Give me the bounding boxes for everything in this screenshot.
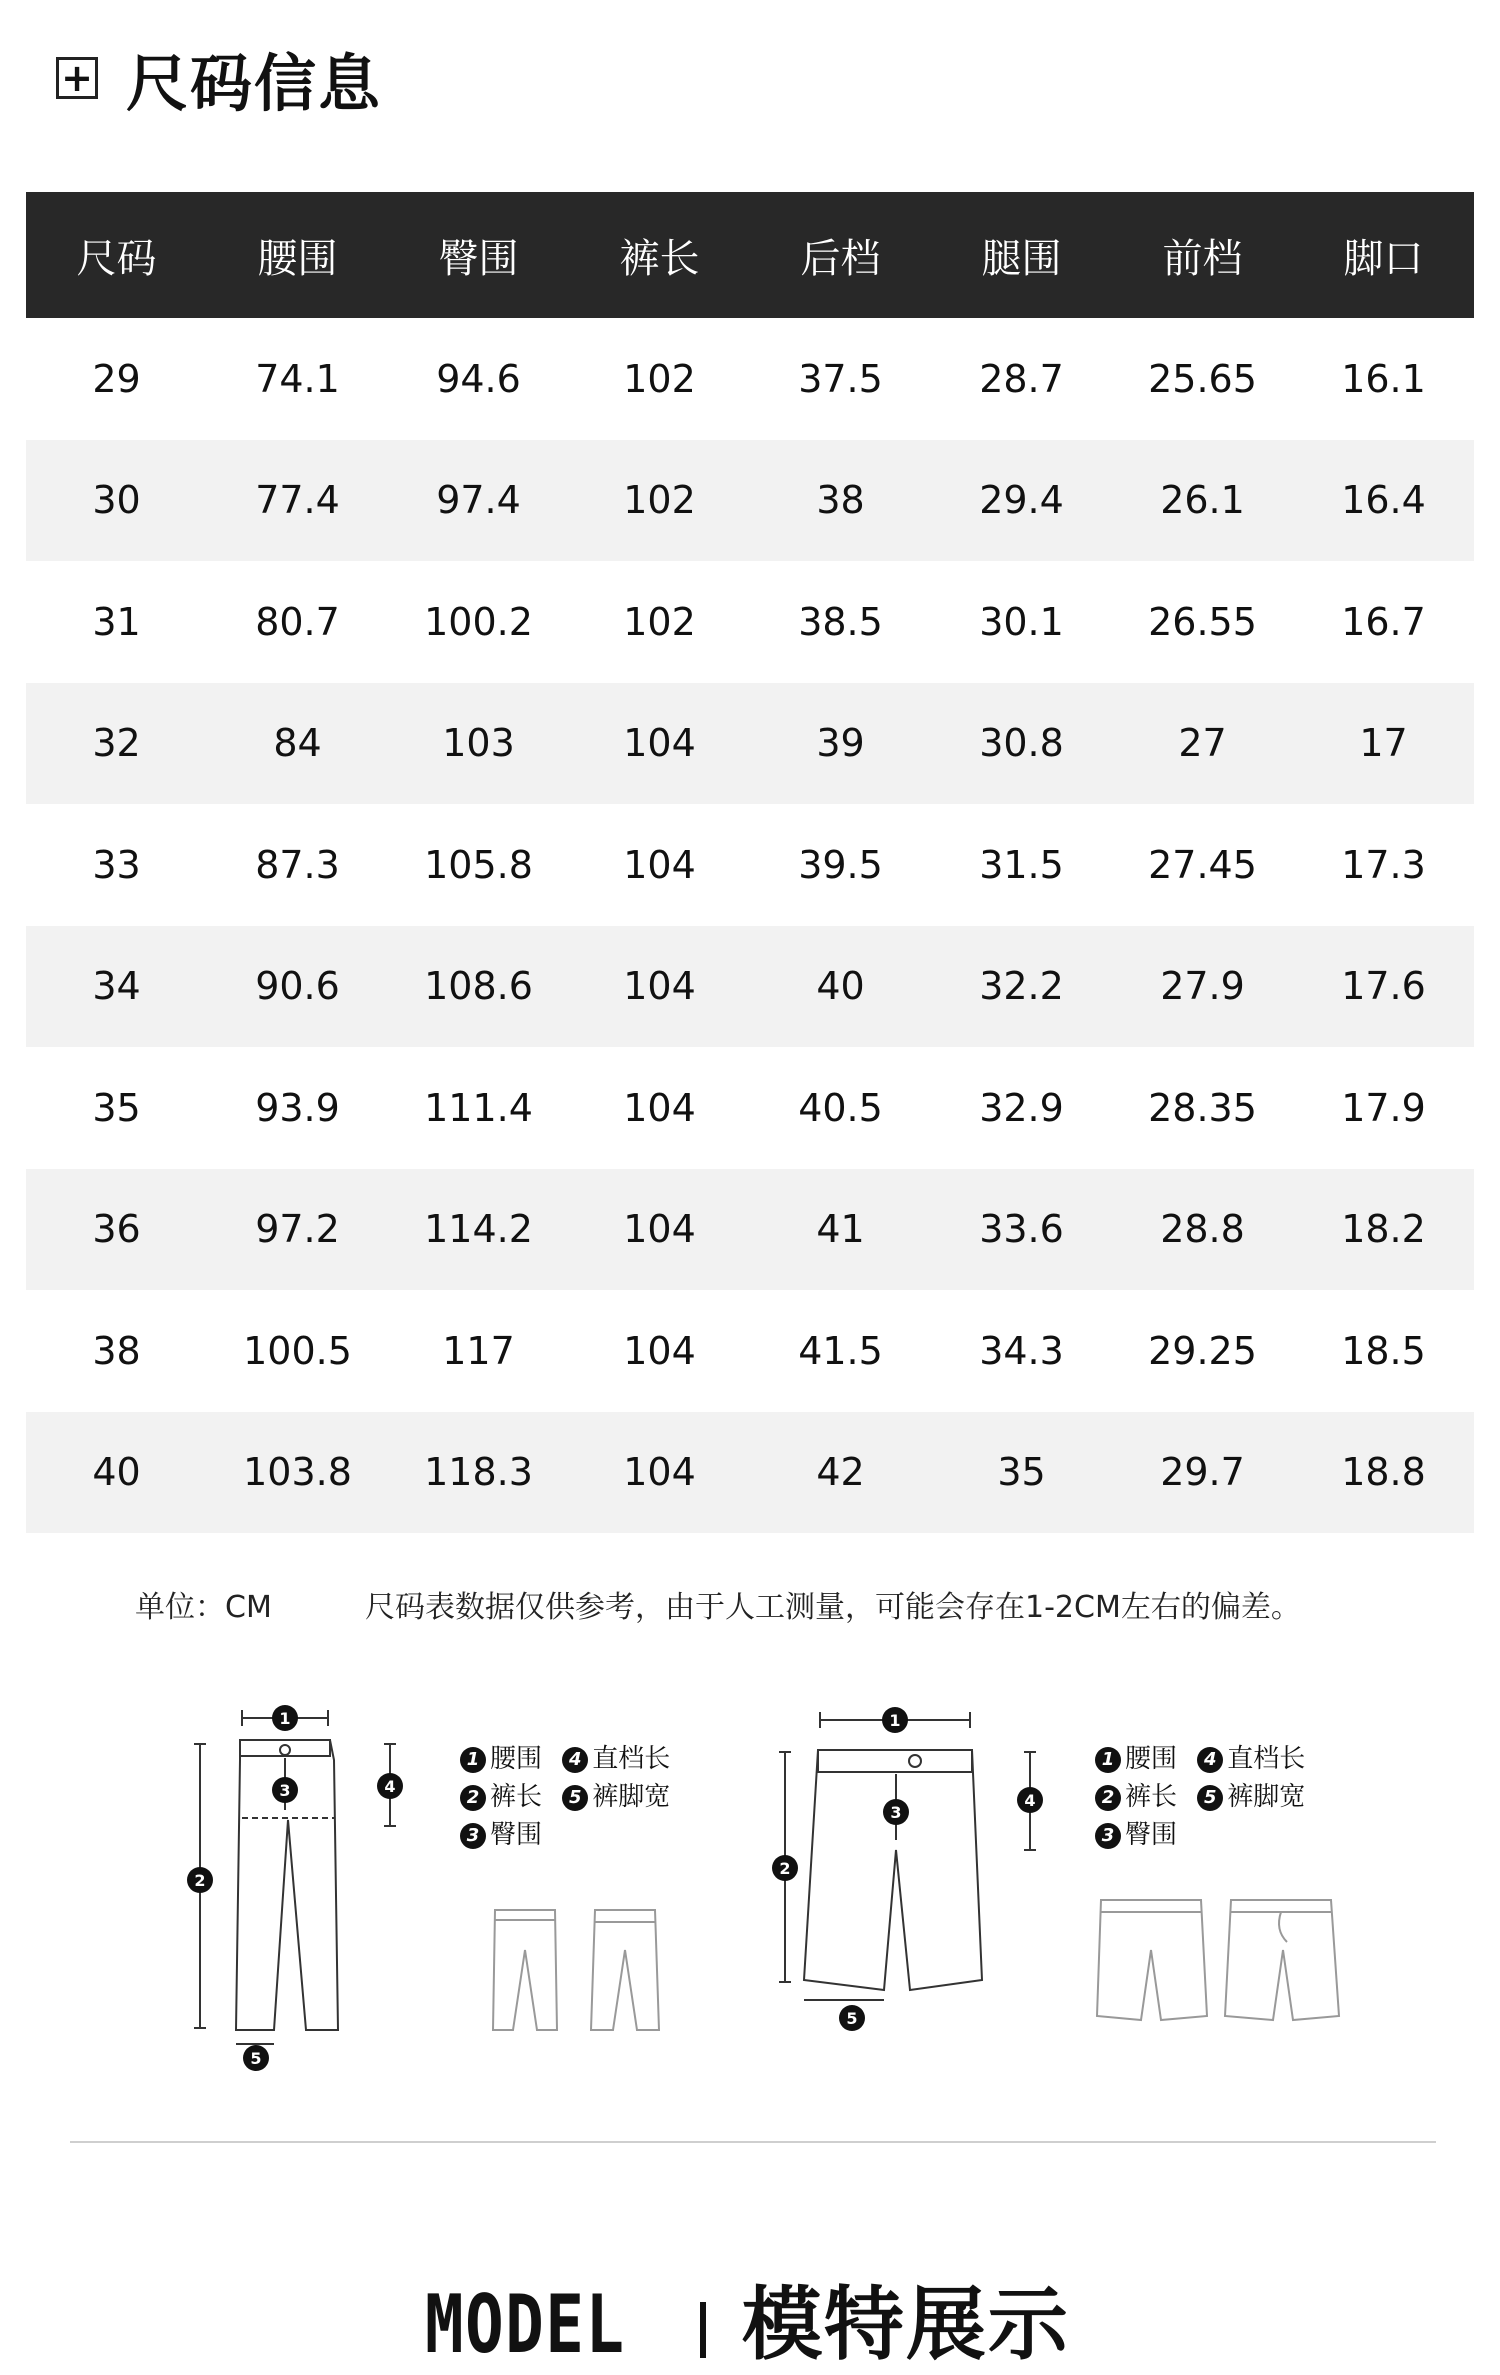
section-header	[56, 38, 382, 118]
table-cell: 103.8	[207, 1412, 388, 1534]
table-cell: 104	[623, 842, 696, 887]
table-cell: 35	[92, 1085, 141, 1130]
table-cell: 40.5	[798, 1085, 883, 1130]
table-cell: 17	[1293, 683, 1474, 805]
legend-label: 直档长	[1227, 1744, 1306, 1774]
number-4-icon: 4	[1197, 1747, 1223, 1773]
table-cell: 31.5	[979, 842, 1064, 887]
number-2-icon: 2	[460, 1785, 486, 1811]
table-cell: 36	[26, 1169, 207, 1291]
table-cell: 117	[442, 1328, 515, 1373]
number-1-icon: 1	[460, 1747, 486, 1773]
model-heading-cn: 模特展示	[741, 2278, 1070, 2371]
column-header: 腿围	[931, 192, 1112, 318]
table-cell: 100.2	[424, 599, 533, 644]
svg-text:3: 3	[279, 1781, 291, 1800]
table-row	[26, 1047, 1474, 1169]
svg-text:3: 3	[890, 1803, 902, 1822]
table-cell: 97.2	[207, 1169, 388, 1291]
table-cell: 114.2	[388, 1169, 569, 1291]
table-header-row	[26, 192, 1474, 318]
table-cell: 31	[92, 599, 141, 644]
svg-text:1: 1	[279, 1709, 291, 1728]
long-pants-illustration	[170, 1700, 430, 2080]
shorts-thumbnail-icon	[1095, 1890, 1355, 2030]
legend-label: 臀围	[490, 1820, 543, 1850]
shorts-legend	[1095, 1740, 1317, 1854]
table-cell: 29.25	[1148, 1328, 1257, 1373]
table-cell: 30.1	[979, 599, 1064, 644]
table-cell: 17.9	[1341, 1085, 1426, 1130]
table-row	[26, 440, 1474, 562]
pants-legend	[460, 1740, 682, 1854]
page-title: 尺码信息	[126, 46, 383, 120]
table-cell: 118.3	[388, 1412, 569, 1534]
table-cell: 104	[569, 683, 750, 805]
table-cell: 77.4	[207, 440, 388, 562]
table-row	[26, 561, 1474, 683]
table-row	[26, 318, 1474, 440]
column-header: 后档	[750, 192, 931, 318]
number-5-icon: 5	[1197, 1785, 1223, 1811]
column-header: 腰围	[207, 192, 388, 318]
table-cell: 32.2	[931, 926, 1112, 1048]
legend-label: 腰围	[1125, 1744, 1178, 1774]
column-header: 脚口	[1293, 192, 1474, 318]
table-row	[26, 683, 1474, 805]
legend-label: 裤脚宽	[1227, 1782, 1306, 1812]
pants-front-back-thumbnails	[485, 1900, 685, 2040]
table-cell: 33.6	[931, 1169, 1112, 1291]
unit-note: 单位：CM	[135, 1590, 272, 1625]
table-cell: 16.4	[1293, 440, 1474, 562]
table-cell: 41	[750, 1169, 931, 1291]
legend-label: 臀围	[1125, 1820, 1178, 1850]
number-4-icon: 4	[562, 1747, 588, 1773]
model-heading-en: MODEL	[425, 2278, 626, 2371]
table-cell: 17.3	[1341, 842, 1426, 887]
table-cell: 42	[750, 1412, 931, 1534]
table-cell: 40	[26, 1412, 207, 1534]
table-cell: 39	[750, 683, 931, 805]
svg-text:5: 5	[250, 2049, 262, 2068]
shorts-front-back-thumbnails	[1095, 1890, 1355, 2030]
table-cell: 102	[569, 440, 750, 562]
table-cell: 90.6	[207, 926, 388, 1048]
table-row	[26, 804, 1474, 926]
table-cell: 27	[1112, 683, 1293, 805]
table-cell: 28.35	[1148, 1085, 1257, 1130]
column-header: 裤长	[569, 192, 750, 318]
table-row	[26, 1169, 1474, 1291]
svg-text:1: 1	[889, 1711, 901, 1730]
table-cell: 84	[207, 683, 388, 805]
table-cell: 38	[750, 440, 931, 562]
table-cell: 16.1	[1341, 356, 1426, 401]
table-cell: 102	[623, 599, 696, 644]
number-3-icon: 3	[1095, 1823, 1121, 1849]
heading-separator	[700, 2302, 706, 2358]
shorts-diagram	[760, 1700, 1060, 2060]
table-cell: 27.45	[1148, 842, 1257, 887]
column-header: 前档	[1112, 192, 1293, 318]
table-cell: 32	[26, 683, 207, 805]
table-cell: 80.7	[255, 599, 340, 644]
table-cell: 40	[750, 926, 931, 1048]
table-cell: 104	[569, 1169, 750, 1291]
pants-diagram	[170, 1700, 430, 2080]
model-section-heading	[425, 2260, 1070, 2375]
svg-text:4: 4	[1024, 1791, 1036, 1810]
table-cell: 37.5	[798, 356, 883, 401]
table-cell: 29	[92, 356, 141, 401]
table-cell: 18.2	[1293, 1169, 1474, 1291]
table-cell: 103	[388, 683, 569, 805]
table-cell: 30	[26, 440, 207, 562]
legend-label: 裤长	[1125, 1782, 1178, 1812]
number-2-icon: 2	[1095, 1785, 1121, 1811]
legend-label: 腰围	[490, 1744, 543, 1774]
table-row	[26, 1412, 1474, 1534]
table-cell: 104	[569, 926, 750, 1048]
svg-text:2: 2	[779, 1859, 791, 1878]
disclaimer-note: 尺码表数据仅供参考，由于人工测量，可能会存在1-2CM左右的偏差。	[365, 1590, 1301, 1625]
table-cell: 41.5	[798, 1328, 883, 1373]
table-cell: 29.4	[931, 440, 1112, 562]
size-table	[26, 192, 1474, 1533]
table-cell: 32.9	[979, 1085, 1064, 1130]
shorts-illustration	[760, 1700, 1060, 2060]
table-cell: 97.4	[388, 440, 569, 562]
table-cell: 16.7	[1341, 599, 1426, 644]
column-header: 臀围	[388, 192, 569, 318]
table-cell: 39.5	[798, 842, 883, 887]
table-cell: 104	[569, 1412, 750, 1534]
table-cell: 28.8	[1112, 1169, 1293, 1291]
table-cell: 102	[623, 356, 696, 401]
table-cell: 33	[92, 842, 141, 887]
table-cell: 100.5	[243, 1328, 352, 1373]
table-cell: 74.1	[255, 356, 340, 401]
table-cell: 105.8	[424, 842, 533, 887]
table-row	[26, 1290, 1474, 1412]
table-cell: 104	[623, 1085, 696, 1130]
legend-label: 直档长	[592, 1744, 671, 1774]
table-cell: 38.5	[798, 599, 883, 644]
number-5-icon: 5	[562, 1785, 588, 1811]
svg-text:4: 4	[384, 1777, 396, 1796]
table-row	[26, 926, 1474, 1048]
table-cell: 18.8	[1293, 1412, 1474, 1534]
svg-text:2: 2	[194, 1871, 206, 1890]
table-cell: 38	[92, 1328, 141, 1373]
number-3-icon: 3	[460, 1823, 486, 1849]
long-pants-thumbnail-icon	[485, 1900, 685, 2040]
table-cell: 29.7	[1112, 1412, 1293, 1534]
section-divider	[70, 2141, 1436, 2143]
table-cell: 34.3	[979, 1328, 1064, 1373]
legend-label: 裤脚宽	[592, 1782, 671, 1812]
table-cell: 27.9	[1112, 926, 1293, 1048]
table-cell: 93.9	[255, 1085, 340, 1130]
table-cell: 25.65	[1148, 356, 1257, 401]
table-cell: 104	[623, 1328, 696, 1373]
table-cell: 18.5	[1341, 1328, 1426, 1373]
column-header: 尺码	[26, 192, 207, 318]
svg-text:5: 5	[846, 2009, 858, 2028]
table-cell: 30.8	[931, 683, 1112, 805]
table-cell: 111.4	[424, 1085, 533, 1130]
table-cell: 28.7	[979, 356, 1064, 401]
table-cell: 87.3	[255, 842, 340, 887]
table-cell: 108.6	[388, 926, 569, 1048]
number-1-icon: 1	[1095, 1747, 1121, 1773]
table-cell: 34	[26, 926, 207, 1048]
plus-box-icon: +	[56, 57, 98, 99]
table-cell: 26.55	[1148, 599, 1257, 644]
legend-label: 裤长	[490, 1782, 543, 1812]
table-cell: 17.6	[1293, 926, 1474, 1048]
table-cell: 35	[931, 1412, 1112, 1534]
table-cell: 94.6	[436, 356, 521, 401]
table-cell: 26.1	[1112, 440, 1293, 562]
